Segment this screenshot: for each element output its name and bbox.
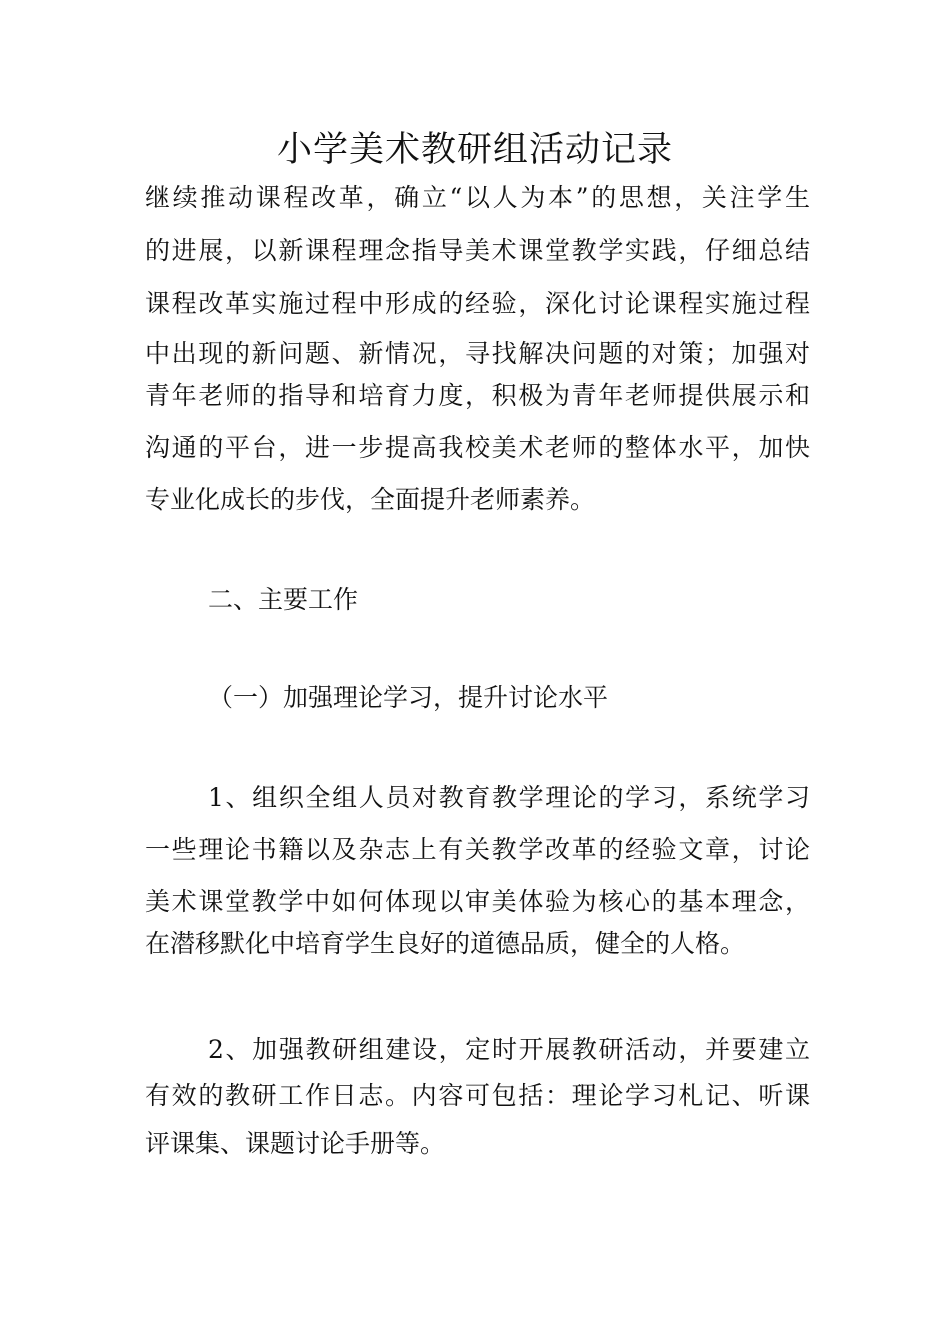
item2-line: 2、加强教研组建设，定时开展教研活动，并要建立 [208,1035,810,1064]
item1-line: 美术课堂教学中如何体现以审美体验为核心的基本理念， [145,887,810,916]
intro-line: 课程改革实施过程中形成的经验，深化讨论课程实施过程 [145,289,810,318]
item2-line: 评课集、课题讨论手册等。 [145,1129,446,1158]
intro-line: 的进展，以新课程理念指导美术课堂教学实践，仔细总结 [145,236,810,265]
intro-line: 中出现的新问题、新情况，寻找解决问题的对策；加强对 [145,339,810,368]
item1-line: 1、组织全组人员对教育教学理论的学习，系统学习 [208,783,810,812]
item2-line: 有效的教研工作日志。内容可包括：理论学习札记、听课 [145,1081,810,1110]
section-heading: 二、主要工作 [208,585,359,614]
intro-line: 继续推动课程改革，确立“以人为本”的思想，关注学生 [145,183,810,212]
item1-line: 一些理论书籍以及杂志上有关教学改革的经验文章，讨论 [145,835,810,864]
item1-line: 在潜移默化中培育学生良好的道德品质，健全的人格。 [145,929,746,958]
document-title: 小学美术教研组活动记录 [276,130,673,170]
intro-line: 沟通的平台，进一步提高我校美术老师的整体水平，加快 [145,433,810,462]
intro-line: 青年老师的指导和培育力度，积极为青年老师提供展示和 [145,381,810,410]
intro-line: 专业化成长的步伐，全面提升老师素养。 [145,485,596,514]
subsection-heading: （一）加强理论学习，提升讨论水平 [208,683,609,712]
